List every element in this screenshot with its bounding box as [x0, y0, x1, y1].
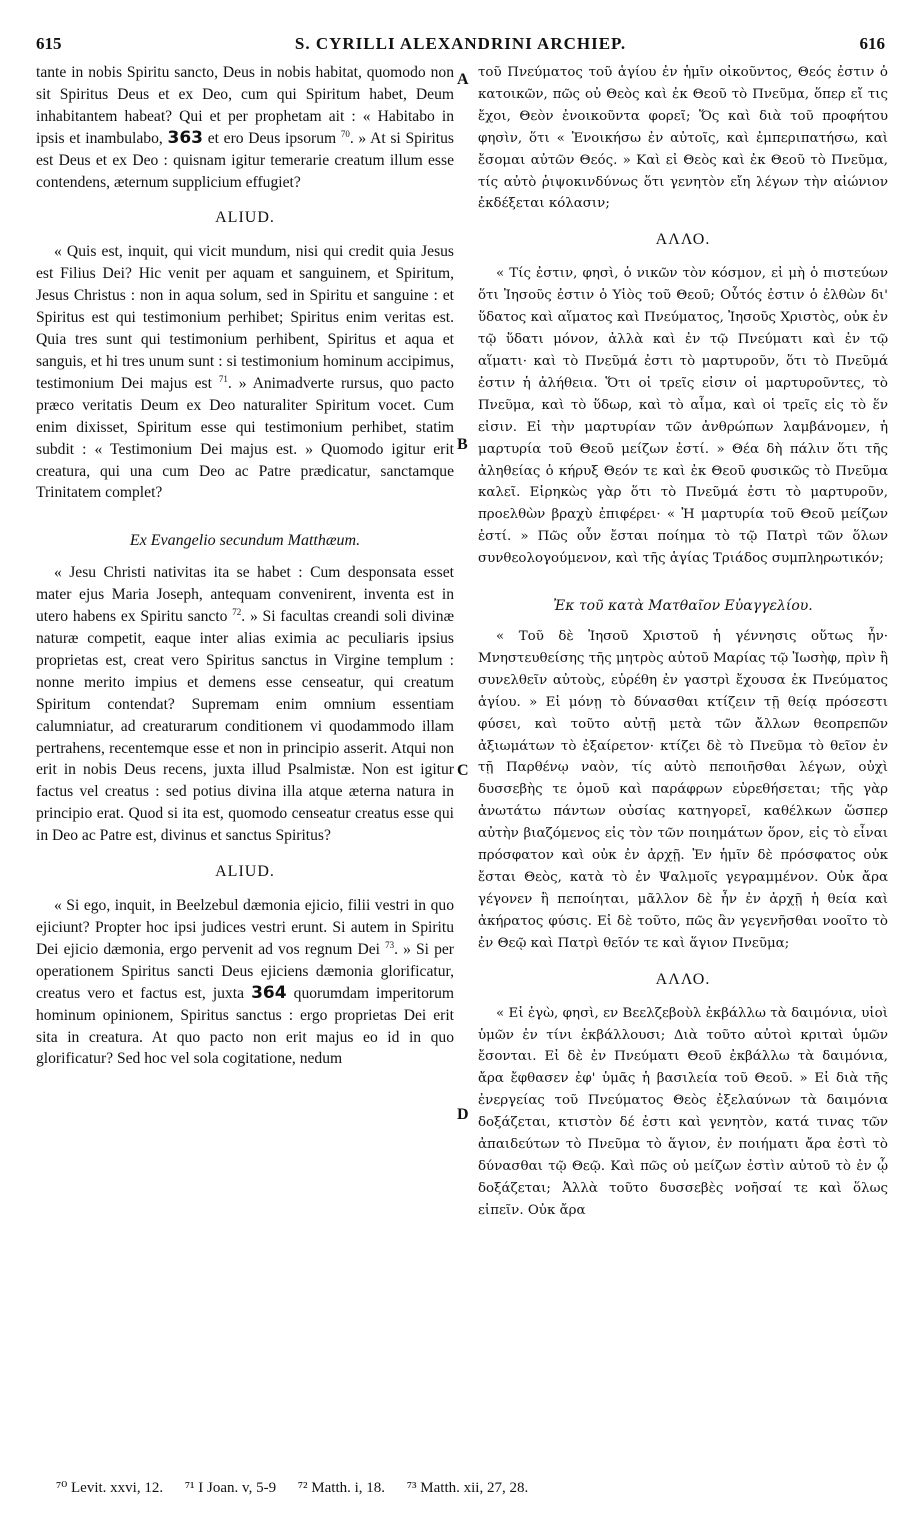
running-title: S. CYRILLI ALEXANDRINI ARCHIEP.	[294, 34, 627, 53]
latin-text: . » Si per operationem Spiritus sancti Deus ejiciens dæmonia glorificatur, creatus vero et factus est, juxta	[36, 940, 454, 1002]
footnote: ⁷³ Matth. xii, 27, 28.	[406, 1480, 529, 1496]
greek-paragraph: τοῦ Πνεύματος τοῦ ἁγίου ἐν ἡμῖν οἰκοῦντος, Θεός ἐστιν ὁ κατοικῶν, πῶς οὐ Θεὸς καὶ ἐκ Θεοῦ τὸ Πνεῦμα, ὅπερ εἴ τις ἔχοι, Θεὸν ἐνοικοῦντα φορεῖ; Ὅς καὶ διὰ τοῦ προφήτου φησὶν, ὅτι « Ἐνοικήσω ἐν αὐτοῖς, καὶ ἐμπεριπατήσω, καὶ ἔσομαι αὐτῶν Θεός. » Καὶ εἰ Θεὸς καὶ ἐκ Θεοῦ τὸ Πνεῦμα, τίς αὐτὸ ῥιψοκινδύνως ὅτι γενητὸν εἴη λέγων τὴν αἰώνιον ἐκδέξεται κόλασιν;	[478, 65, 888, 212]
page-number-left: 615	[36, 34, 62, 53]
margin-letter-b: B	[457, 436, 468, 453]
section-heading: ALIUD.	[215, 863, 275, 881]
footnote-ref: 70	[340, 128, 350, 139]
section-subheading: Ex Evangelio secundum Matthæum.	[129, 532, 361, 550]
margin-letter-d: D	[457, 1106, 469, 1123]
footnote: ⁷⁰ Levit. xxvi, 12.	[56, 1480, 164, 1496]
page-header	[36, 34, 885, 60]
greek-paragraph: « Τίς ἐστιν, φησὶ, ὁ νικῶν τὸν κόσμον, εἰ μὴ ὁ πιστεύων ὅτι Ἰησοῦς ἐστιν ὁ Υἱὸς τοῦ Θεοῦ; Οὗτός ἐστιν ὁ ἐλθὼν δι' ὕδατος καὶ αἵματος καὶ Πνεύματος, Ἰησοῦς Χριστὸς, οὐκ ἐν τῷ ὕδατι μόνον, ἀλλὰ καὶ ἐν τῷ Πνεύματι καὶ ἐν τῷ αἵματι· καὶ τὸ Πνεῦμά ἐστι τὸ μαρτυροῦν, ὅτι τὸ Πνεῦμά ἐστιν ἡ ἀλήθεια. Ὅτι οἱ τρεῖς εἰσιν οἱ μαρτυροῦντες, τὸ Πνεῦμα, καὶ τὸ ὕδωρ, καὶ τὸ αἷμα, καὶ οἱ τρεῖς εἰς τὸ ἕν εἰσιν. Εἰ τὴν μαρτυρίαν τῶν ἀνθρώπων λαμβάνομεν, ἡ μαρτυρία τοῦ Θεοῦ μείζων ἐστί. » Θέα δὴ πάλιν ὅτι τῆς ἀληθείας ὁ κήρυξ Θεόν τε καὶ ἐκ Θεοῦ φυσικῶς τὸ Πνεῦμα καλεῖ. Εἰρηκὼς γὰρ ὅτι τὸ Πνεῦμά ἐστι τὸ μαρτυροῦν, προελθὼν βραχὺ ἐπιφέρει· « Ἡ μαρτυρία τοῦ Θεοῦ μείζων ἐστί. » Πῶς οὖν ἔσται ποίημα τὸ τῷ Πατρὶ τῶν ὅλων συνθεολογούμενον, καὶ τῆς ἁγίας Τριάδος συμπληρωτικόν;	[478, 266, 888, 567]
column-number: 363	[167, 127, 203, 148]
latin-paragraph	[36, 895, 454, 1070]
footnote: ⁷¹ I Joan. v, 5-9	[184, 1480, 277, 1496]
margin-letter-a: A	[457, 71, 469, 88]
latin-text: . » Si facultas creandi soli divinæ naturæ competit, eaque inter alias eximia ac peculiaris ipsius proprietas est, creat vero Spiritus sanctus in Virgine templum : nonne merito impius et demens esse censeatur, qui creatum Spiritum contendat? Supremam enim omnium essentiam calumniatur, ad creaturarum conditionem vi quodammodo illam pertrahens, recentemque esse et non in principio asserit. Atqui non erit in nobis Deus recens, juxta illud Psalmistæ. Non est igitur factus vel creatus : sed potius divina illa atque æterna natura in principio erat. Quod si ita est, quomodo censeatur creatus esse qui in Deo ac Patre est, divinus et sanctus Spiritus?	[36, 608, 454, 845]
page-number-right: 616	[859, 34, 885, 53]
footnote: ⁷² Matth. i, 18.	[297, 1480, 386, 1496]
greek-column	[478, 62, 888, 1222]
section-heading: ΑΛΛΟ.	[655, 231, 711, 249]
latin-text: tante in nobis Spiritu sancto, Deus in nobis habitat, quomodo non sit Spiritus Deus et ex Deo, cum qui Spiritum habet, Deum inhabitantem habeat? Qui et per prophetam ait : « Habitabo in ipsis et inambulabo,	[36, 64, 454, 147]
latin-text: et ero Deus ipsorum	[207, 129, 337, 147]
latin-text: . » At si Spiritus est Deus et ex Deo : quisnam igitur temerarie creatum illum esse contendens, æternum supplicium effugiet?	[36, 129, 454, 191]
section-subheading: Ἐκ τοῦ κατὰ Ματθαῖον Εὐαγγελίου.	[553, 598, 813, 615]
margin-letter-c: C	[457, 762, 469, 779]
column-number: 364	[251, 982, 287, 1003]
latin-text: « Quis est, inquit, qui vicit mundum, nisi qui credit quia Jesus est Filius Dei? Hic venit per aquam et sanguinem, et Spiritum, Jesus Christus : non in aqua solum, sed in Spiritu et sanguine : et Spiritus est qui testimonium perhibet; Spiritus enim veritas est. Quia tres sunt qui testimonium perhibent, Spiritus et aqua et sanguis, et hi tres unum sunt : si testimonium hominum accipimus, testimonium Dei majus est	[36, 243, 454, 392]
latin-paragraph	[36, 241, 454, 504]
latin-column	[36, 62, 454, 1070]
footnote-ref: 71	[218, 373, 228, 384]
footnote-ref: 73	[385, 939, 395, 950]
latin-text: « Jesu Christi nativitas ita se habet : Cum desponsata esset mater ejus Maria Joseph, antequam convenirent, inventa est in utero habens ex Spiritu sancto	[36, 564, 454, 626]
latin-text: « Si ego, inquit, in Beelzebul dæmonia ejicio, filii vestri in quo ejiciunt? Propter hoc ipsi judices vestri erunt. Si autem in Spiritu Dei ejicio dæmonia, ergo pervenit ad vos regnum Dei	[36, 897, 454, 958]
section-heading: ΑΛΛΟ.	[655, 970, 711, 988]
section-heading: ALIUD.	[215, 209, 275, 227]
latin-paragraph	[36, 62, 454, 193]
footnote-ref: 72	[232, 606, 242, 617]
greek-paragraph: « Εἰ ἐγὼ, φησὶ, εν Βεελζεβοὺλ ἐκβάλλω τὰ δαιμόνια, υἱοὶ ὑμῶν ἐν τίνι ἐκβάλλουσι; Διὰ τοῦτο αὐτοὶ κριταὶ ὑμῶν ἔσονται. Εἰ δὲ ἐν Πνεύματι Θεοῦ ἐκβάλλω τὰ δαιμόνια, ἄρα ἔφθασεν ἐφ' ὑμᾶς ἡ βασιλεία τοῦ Θεοῦ. » Εἰ διὰ τῆς ἐνεργείας τοῦ Πνεύματος Θεὸς ἐξελαύνων τὰ δαιμόνια δοξάζεται, κτιστὸν δέ ἐστι καὶ γενητὸν, κατά τινας τῶν ἀπαιδεύτων τὸ Πνεῦμα τὸ ἅγιον, ἐν ποιήματι ἄρα ἐστὶ τὸ δύνασθαι τῷ Θεῷ. Καὶ πῶς οὐ μείζων ἐστὶν αὐτοῦ τὸ ἐν ᾧ δοξάζεται; Ἀλλὰ τοῦτο δυσσεβὲς νοῆσαί τε καὶ ὅλως εἰπεῖν. Οὐκ ἄρα	[478, 1005, 888, 1218]
greek-paragraph: « Τοῦ δὲ Ἰησοῦ Χριστοῦ ἡ γέννησις οὕτως ἦν· Μνηστευθείσης τῆς μητρὸς αὐτοῦ Μαρίας τῷ Ἰωσὴφ, πρὶν ἢ συνελθεῖν αὐτοὺς, εὑρέθη ἐν γαστρὶ ἔχουσα ἐκ Πνεύματος ἁγίου. » Εἰ μόνῃ τὸ δύνασθαι κτίζειν τῇ θείᾳ πρόσεστι φύσει, καὶ τοῦτο αὐτῇ μετὰ τῶν ἄλλων θεοπρεπῶν ἀξιωμάτων τὸ ἐξαίρετον· κτίζει δὲ τὸ Πνεῦμα τὸ θεῖον ἐν τῇ Παρθένῳ ναὸν, τίς αὐτὸ πεποιῆσθαι λέγων, οὐχὶ δυσσεβὴς τε ὁμοῦ καὶ παράφρων εὑρεθήσεται; τῆς γὰρ ἀνωτάτω πάντων οὐσίας κατηγορεῖ, καθέλκων ὥσπερ αὐτὴν βιαζόμενος εἰς τὸν τῶν ποιημάτων ὅρον, εἰς τὸ εἶναι πρόσφατον καὶ οὐκ ἐν ἀρχῇ. Ἐν ἡμῖν δὲ πρόσφατος οὐκ ἔσται Θεὸς, κατὰ τὸ ἐν Ψαλμοῖς γεγραμμένον. Οὐκ ἄρα γέγονεν ἢ πεποίηται, μᾶλλον δὲ ἦν ἐν ἀρχῇ ἡ θεία καὶ ἀκήρατος φύσις. Εἰ δὲ τοῦτο, πῶς ἂν γεγενῆσθαι νοοῖτο τὸ ἐν Θεῷ καὶ Πατρὶ θεῖόν τε καὶ ἅγιον Πνεῦμα;	[478, 629, 888, 951]
footnotes	[56, 1478, 856, 1497]
latin-paragraph	[36, 562, 454, 847]
latin-text: quorumdam imperitorum hominum opinionem, Spiritus sanctus : ergo proprietas Dei erit sita in creatura. At quo pacto non erit majus eo id in quo glorificatur? Sed hoc vel sola cogitatione, nedum	[36, 984, 455, 1068]
latin-text: . » Animadverte rursus, quo pacto præco veritatis Deum ex Deo naturaliter Spiritum vocet. Cum enim dixisset, Spiritum esse qui testimonium perhibet, statim subdit : « Testimonium Dei majus est. » Quomodo igitur erit creatura, qui una cum Deo ac Patre prædicatur, sanctamque Trinitatem complet?	[36, 374, 455, 502]
